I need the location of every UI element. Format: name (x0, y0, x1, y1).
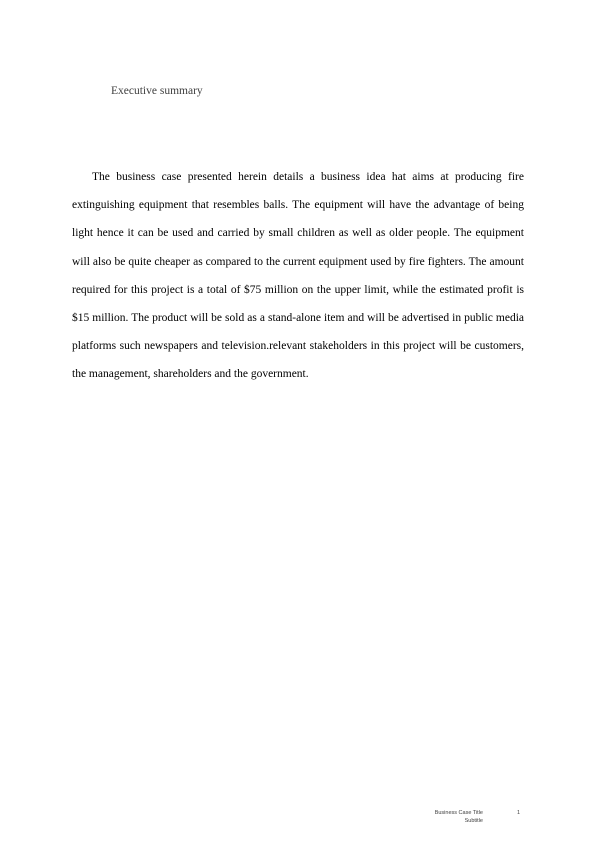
page-number: 1 (517, 810, 521, 816)
section-heading: Executive summary (111, 85, 203, 97)
footer-subtitle: Subtitle (464, 818, 483, 824)
footer-title: Business Case Title (434, 810, 483, 816)
body-paragraph: The business case presented herein details a business idea hat aims at producing fire extinguishing equipment that resembles balls. The equipment will have the advantage of being light hence it can be used and carried by small children as well as older people. The equipment will also be quite cheaper as compared to the current equipment used by fire fighters. The amount required for this project is a total of $75 million on the upper limit, while the estimated profit is $15 million. The product will be sold as a stand-alone item and will be advertised in public media platforms such newspapers and television.relevant stakeholders in this project will be customers, the management, shareholders and the government. (72, 171, 524, 381)
